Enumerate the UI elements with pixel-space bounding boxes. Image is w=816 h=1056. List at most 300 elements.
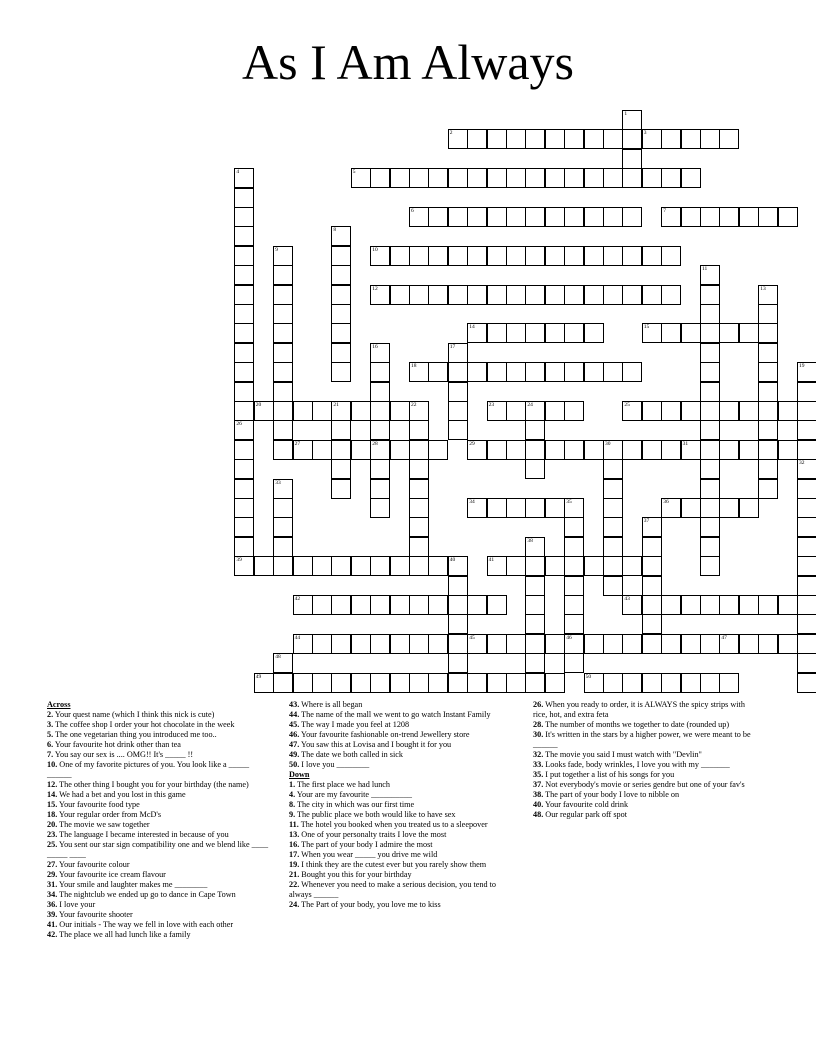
crossword-cell[interactable] <box>564 129 584 149</box>
crossword-cell[interactable] <box>758 285 778 305</box>
crossword-cell[interactable] <box>719 401 739 421</box>
crossword-cell[interactable] <box>681 498 701 518</box>
crossword-cell[interactable] <box>390 440 410 460</box>
crossword-cell[interactable] <box>428 285 448 305</box>
crossword-cell[interactable] <box>758 207 778 227</box>
crossword-cell[interactable] <box>622 634 642 654</box>
crossword-cell[interactable] <box>525 459 545 479</box>
crossword-cell[interactable] <box>681 595 701 615</box>
crossword-cell[interactable] <box>525 498 545 518</box>
crossword-cell[interactable] <box>603 440 623 460</box>
crossword-cell[interactable] <box>564 323 584 343</box>
crossword-cell[interactable] <box>584 556 604 576</box>
crossword-cell[interactable] <box>603 576 623 596</box>
crossword-cell[interactable] <box>234 168 254 188</box>
crossword-cell[interactable] <box>642 401 662 421</box>
crossword-cell[interactable] <box>331 459 351 479</box>
crossword-cell[interactable] <box>642 614 662 634</box>
crossword-cell[interactable] <box>739 323 759 343</box>
crossword-cell[interactable] <box>293 595 313 615</box>
crossword-cell[interactable] <box>234 343 254 363</box>
crossword-cell[interactable] <box>428 246 448 266</box>
crossword-cell[interactable] <box>467 440 487 460</box>
crossword-cell[interactable] <box>564 362 584 382</box>
crossword-cell[interactable] <box>370 459 390 479</box>
crossword-cell[interactable] <box>603 634 623 654</box>
crossword-cell[interactable] <box>234 226 254 246</box>
crossword-cell[interactable] <box>642 576 662 596</box>
crossword-cell[interactable] <box>700 420 720 440</box>
crossword-cell[interactable] <box>603 459 623 479</box>
crossword-cell[interactable] <box>234 304 254 324</box>
crossword-cell[interactable] <box>370 634 390 654</box>
crossword-cell[interactable] <box>681 440 701 460</box>
crossword-cell[interactable] <box>545 246 565 266</box>
crossword-cell[interactable] <box>448 634 468 654</box>
crossword-cell[interactable] <box>331 226 351 246</box>
crossword-cell[interactable] <box>719 129 739 149</box>
crossword-cell[interactable] <box>254 556 274 576</box>
crossword-cell[interactable] <box>409 459 429 479</box>
crossword-cell[interactable] <box>487 556 507 576</box>
crossword-cell[interactable] <box>642 285 662 305</box>
crossword-cell[interactable] <box>700 304 720 324</box>
crossword-cell[interactable] <box>409 517 429 537</box>
crossword-cell[interactable] <box>234 537 254 557</box>
crossword-cell[interactable] <box>448 614 468 634</box>
crossword-cell[interactable] <box>778 401 798 421</box>
crossword-cell[interactable] <box>409 556 429 576</box>
crossword-cell[interactable] <box>603 517 623 537</box>
crossword-cell[interactable] <box>234 207 254 227</box>
crossword-cell[interactable] <box>719 595 739 615</box>
crossword-cell[interactable] <box>390 595 410 615</box>
crossword-cell[interactable] <box>545 401 565 421</box>
crossword-cell[interactable] <box>370 673 390 693</box>
crossword-cell[interactable] <box>331 304 351 324</box>
crossword-cell[interactable] <box>739 634 759 654</box>
crossword-cell[interactable] <box>351 168 371 188</box>
crossword-cell[interactable] <box>506 634 526 654</box>
crossword-cell[interactable] <box>758 401 778 421</box>
crossword-cell[interactable] <box>370 168 390 188</box>
crossword-cell[interactable] <box>370 343 390 363</box>
crossword-cell[interactable] <box>661 323 681 343</box>
crossword-cell[interactable] <box>642 129 662 149</box>
crossword-cell[interactable] <box>525 634 545 654</box>
crossword-cell[interactable] <box>797 556 816 576</box>
crossword-cell[interactable] <box>448 420 468 440</box>
crossword-cell[interactable] <box>525 440 545 460</box>
crossword-cell[interactable] <box>719 440 739 460</box>
crossword-cell[interactable] <box>487 207 507 227</box>
crossword-cell[interactable] <box>700 459 720 479</box>
crossword-cell[interactable] <box>525 595 545 615</box>
crossword-cell[interactable] <box>409 634 429 654</box>
crossword-cell[interactable] <box>758 382 778 402</box>
crossword-cell[interactable] <box>448 246 468 266</box>
crossword-cell[interactable] <box>234 440 254 460</box>
crossword-cell[interactable] <box>331 420 351 440</box>
crossword-cell[interactable] <box>293 401 313 421</box>
crossword-cell[interactable] <box>564 168 584 188</box>
crossword-cell[interactable] <box>758 304 778 324</box>
crossword-cell[interactable] <box>622 285 642 305</box>
crossword-cell[interactable] <box>778 207 798 227</box>
crossword-cell[interactable] <box>409 401 429 421</box>
crossword-cell[interactable] <box>331 595 351 615</box>
crossword-cell[interactable] <box>506 401 526 421</box>
crossword-cell[interactable] <box>719 323 739 343</box>
crossword-cell[interactable] <box>487 673 507 693</box>
crossword-cell[interactable] <box>700 129 720 149</box>
crossword-cell[interactable] <box>409 285 429 305</box>
crossword-cell[interactable] <box>603 362 623 382</box>
crossword-cell[interactable] <box>797 576 816 596</box>
crossword-cell[interactable] <box>603 498 623 518</box>
crossword-cell[interactable] <box>525 362 545 382</box>
crossword-cell[interactable] <box>234 285 254 305</box>
crossword-cell[interactable] <box>603 556 623 576</box>
crossword-cell[interactable] <box>545 362 565 382</box>
crossword-cell[interactable] <box>603 285 623 305</box>
crossword-cell[interactable] <box>409 168 429 188</box>
crossword-cell[interactable] <box>758 343 778 363</box>
crossword-cell[interactable] <box>642 323 662 343</box>
crossword-cell[interactable] <box>525 614 545 634</box>
crossword-cell[interactable] <box>467 285 487 305</box>
crossword-cell[interactable] <box>525 537 545 557</box>
crossword-cell[interactable] <box>661 440 681 460</box>
crossword-cell[interactable] <box>564 595 584 615</box>
crossword-cell[interactable] <box>545 498 565 518</box>
crossword-cell[interactable] <box>254 401 274 421</box>
crossword-cell[interactable] <box>331 401 351 421</box>
crossword-cell[interactable] <box>234 556 254 576</box>
crossword-cell[interactable] <box>409 207 429 227</box>
crossword-cell[interactable] <box>273 304 293 324</box>
crossword-cell[interactable] <box>797 479 816 499</box>
crossword-cell[interactable] <box>448 595 468 615</box>
crossword-cell[interactable] <box>234 517 254 537</box>
crossword-cell[interactable] <box>467 207 487 227</box>
crossword-cell[interactable] <box>487 168 507 188</box>
crossword-cell[interactable] <box>545 285 565 305</box>
crossword-cell[interactable] <box>642 537 662 557</box>
crossword-cell[interactable] <box>700 401 720 421</box>
crossword-cell[interactable] <box>545 207 565 227</box>
crossword-cell[interactable] <box>487 498 507 518</box>
crossword-cell[interactable] <box>700 323 720 343</box>
crossword-cell[interactable] <box>661 595 681 615</box>
crossword-cell[interactable] <box>331 343 351 363</box>
crossword-cell[interactable] <box>351 440 371 460</box>
crossword-cell[interactable] <box>622 149 642 169</box>
crossword-cell[interactable] <box>370 420 390 440</box>
crossword-cell[interactable] <box>525 129 545 149</box>
crossword-cell[interactable] <box>487 440 507 460</box>
crossword-cell[interactable] <box>234 459 254 479</box>
crossword-cell[interactable] <box>545 634 565 654</box>
crossword-cell[interactable] <box>739 440 759 460</box>
crossword-cell[interactable] <box>564 207 584 227</box>
crossword-cell[interactable] <box>506 246 526 266</box>
crossword-cell[interactable] <box>642 168 662 188</box>
crossword-cell[interactable] <box>448 168 468 188</box>
crossword-cell[interactable] <box>758 459 778 479</box>
crossword-cell[interactable] <box>428 440 448 460</box>
crossword-cell[interactable] <box>448 207 468 227</box>
crossword-cell[interactable] <box>564 285 584 305</box>
crossword-cell[interactable] <box>642 246 662 266</box>
crossword-cell[interactable] <box>603 168 623 188</box>
crossword-cell[interactable] <box>428 207 448 227</box>
crossword-cell[interactable] <box>603 246 623 266</box>
crossword-cell[interactable] <box>797 420 816 440</box>
crossword-cell[interactable] <box>331 440 351 460</box>
crossword-cell[interactable] <box>797 614 816 634</box>
crossword-cell[interactable] <box>700 285 720 305</box>
crossword-cell[interactable] <box>681 673 701 693</box>
crossword-cell[interactable] <box>409 420 429 440</box>
crossword-cell[interactable] <box>390 246 410 266</box>
crossword-cell[interactable] <box>525 401 545 421</box>
crossword-cell[interactable] <box>331 265 351 285</box>
crossword-cell[interactable] <box>564 614 584 634</box>
crossword-cell[interactable] <box>331 479 351 499</box>
crossword-cell[interactable] <box>700 440 720 460</box>
crossword-cell[interactable] <box>758 479 778 499</box>
crossword-cell[interactable] <box>681 168 701 188</box>
crossword-cell[interactable] <box>312 440 332 460</box>
crossword-cell[interactable] <box>273 673 293 693</box>
crossword-cell[interactable] <box>797 401 816 421</box>
crossword-cell[interactable] <box>273 343 293 363</box>
crossword-cell[interactable] <box>525 673 545 693</box>
crossword-cell[interactable] <box>448 576 468 596</box>
crossword-cell[interactable] <box>234 401 254 421</box>
crossword-cell[interactable] <box>700 498 720 518</box>
crossword-cell[interactable] <box>661 285 681 305</box>
crossword-cell[interactable] <box>351 556 371 576</box>
crossword-cell[interactable] <box>797 440 816 460</box>
crossword-cell[interactable] <box>525 246 545 266</box>
crossword-cell[interactable] <box>622 595 642 615</box>
crossword-cell[interactable] <box>797 634 816 654</box>
crossword-cell[interactable] <box>584 673 604 693</box>
crossword-cell[interactable] <box>661 168 681 188</box>
crossword-cell[interactable] <box>797 537 816 557</box>
crossword-cell[interactable] <box>545 440 565 460</box>
crossword-cell[interactable] <box>758 440 778 460</box>
crossword-cell[interactable] <box>234 188 254 208</box>
crossword-cell[interactable] <box>351 595 371 615</box>
crossword-cell[interactable] <box>525 323 545 343</box>
crossword-cell[interactable] <box>370 440 390 460</box>
crossword-cell[interactable] <box>681 401 701 421</box>
crossword-cell[interactable] <box>428 634 448 654</box>
crossword-cell[interactable] <box>390 556 410 576</box>
crossword-cell[interactable] <box>234 265 254 285</box>
crossword-cell[interactable] <box>467 634 487 654</box>
crossword-cell[interactable] <box>370 498 390 518</box>
crossword-cell[interactable] <box>622 110 642 130</box>
crossword-cell[interactable] <box>487 362 507 382</box>
crossword-cell[interactable] <box>506 285 526 305</box>
crossword-cell[interactable] <box>603 673 623 693</box>
crossword-cell[interactable] <box>273 382 293 402</box>
crossword-cell[interactable] <box>719 634 739 654</box>
crossword-cell[interactable] <box>584 440 604 460</box>
crossword-cell[interactable] <box>409 362 429 382</box>
crossword-cell[interactable] <box>448 556 468 576</box>
crossword-cell[interactable] <box>390 168 410 188</box>
crossword-cell[interactable] <box>331 634 351 654</box>
crossword-cell[interactable] <box>564 556 584 576</box>
crossword-cell[interactable] <box>506 168 526 188</box>
crossword-cell[interactable] <box>584 634 604 654</box>
crossword-cell[interactable] <box>778 595 798 615</box>
crossword-cell[interactable] <box>681 323 701 343</box>
crossword-cell[interactable] <box>273 420 293 440</box>
crossword-cell[interactable] <box>700 265 720 285</box>
crossword-cell[interactable] <box>487 323 507 343</box>
crossword-cell[interactable] <box>622 246 642 266</box>
crossword-cell[interactable] <box>331 323 351 343</box>
crossword-cell[interactable] <box>739 595 759 615</box>
crossword-cell[interactable] <box>642 595 662 615</box>
crossword-cell[interactable] <box>293 556 313 576</box>
crossword-cell[interactable] <box>525 576 545 596</box>
crossword-cell[interactable] <box>642 556 662 576</box>
crossword-cell[interactable] <box>331 556 351 576</box>
crossword-cell[interactable] <box>506 129 526 149</box>
crossword-cell[interactable] <box>273 517 293 537</box>
crossword-cell[interactable] <box>622 168 642 188</box>
crossword-cell[interactable] <box>603 537 623 557</box>
crossword-cell[interactable] <box>487 401 507 421</box>
crossword-cell[interactable] <box>661 246 681 266</box>
crossword-cell[interactable] <box>642 673 662 693</box>
crossword-cell[interactable] <box>661 207 681 227</box>
crossword-cell[interactable] <box>370 285 390 305</box>
crossword-cell[interactable] <box>564 246 584 266</box>
crossword-cell[interactable] <box>584 323 604 343</box>
crossword-cell[interactable] <box>700 673 720 693</box>
crossword-cell[interactable] <box>739 498 759 518</box>
crossword-cell[interactable] <box>797 595 816 615</box>
crossword-cell[interactable] <box>622 129 642 149</box>
crossword-cell[interactable] <box>622 673 642 693</box>
crossword-cell[interactable] <box>661 401 681 421</box>
crossword-cell[interactable] <box>234 420 254 440</box>
crossword-cell[interactable] <box>603 479 623 499</box>
crossword-cell[interactable] <box>661 634 681 654</box>
crossword-cell[interactable] <box>797 459 816 479</box>
crossword-cell[interactable] <box>642 634 662 654</box>
crossword-cell[interactable] <box>409 498 429 518</box>
crossword-cell[interactable] <box>293 634 313 654</box>
crossword-cell[interactable] <box>273 440 293 460</box>
crossword-cell[interactable] <box>642 440 662 460</box>
crossword-cell[interactable] <box>467 168 487 188</box>
crossword-cell[interactable] <box>448 401 468 421</box>
crossword-cell[interactable] <box>681 129 701 149</box>
crossword-cell[interactable] <box>681 634 701 654</box>
crossword-cell[interactable] <box>293 673 313 693</box>
crossword-cell[interactable] <box>370 246 390 266</box>
crossword-cell[interactable] <box>758 634 778 654</box>
crossword-cell[interactable] <box>564 537 584 557</box>
crossword-cell[interactable] <box>273 285 293 305</box>
crossword-cell[interactable] <box>622 440 642 460</box>
crossword-cell[interactable] <box>448 362 468 382</box>
crossword-cell[interactable] <box>273 323 293 343</box>
crossword-cell[interactable] <box>525 285 545 305</box>
crossword-cell[interactable] <box>797 498 816 518</box>
crossword-cell[interactable] <box>273 265 293 285</box>
crossword-cell[interactable] <box>428 362 448 382</box>
crossword-cell[interactable] <box>390 673 410 693</box>
crossword-cell[interactable] <box>719 673 739 693</box>
crossword-cell[interactable] <box>700 207 720 227</box>
crossword-cell[interactable] <box>448 653 468 673</box>
crossword-cell[interactable] <box>273 246 293 266</box>
crossword-cell[interactable] <box>409 440 429 460</box>
crossword-cell[interactable] <box>622 401 642 421</box>
crossword-cell[interactable] <box>525 556 545 576</box>
crossword-cell[interactable] <box>797 517 816 537</box>
crossword-cell[interactable] <box>622 362 642 382</box>
crossword-cell[interactable] <box>331 673 351 693</box>
crossword-cell[interactable] <box>700 479 720 499</box>
crossword-cell[interactable] <box>661 498 681 518</box>
crossword-cell[interactable] <box>370 595 390 615</box>
crossword-cell[interactable] <box>273 479 293 499</box>
crossword-cell[interactable] <box>409 479 429 499</box>
crossword-cell[interactable] <box>758 420 778 440</box>
crossword-cell[interactable] <box>700 382 720 402</box>
crossword-cell[interactable] <box>351 634 371 654</box>
crossword-cell[interactable] <box>428 556 448 576</box>
crossword-cell[interactable] <box>273 653 293 673</box>
crossword-cell[interactable] <box>293 440 313 460</box>
crossword-cell[interactable] <box>603 207 623 227</box>
crossword-cell[interactable] <box>681 207 701 227</box>
crossword-cell[interactable] <box>661 673 681 693</box>
crossword-cell[interactable] <box>525 420 545 440</box>
crossword-cell[interactable] <box>273 537 293 557</box>
crossword-cell[interactable] <box>467 595 487 615</box>
crossword-cell[interactable] <box>525 168 545 188</box>
crossword-cell[interactable] <box>797 382 816 402</box>
crossword-cell[interactable] <box>409 595 429 615</box>
crossword-cell[interactable] <box>506 556 526 576</box>
crossword-cell[interactable] <box>564 401 584 421</box>
crossword-cell[interactable] <box>428 673 448 693</box>
crossword-cell[interactable] <box>564 653 584 673</box>
crossword-cell[interactable] <box>564 498 584 518</box>
crossword-cell[interactable] <box>700 343 720 363</box>
crossword-cell[interactable] <box>545 168 565 188</box>
crossword-cell[interactable] <box>312 673 332 693</box>
crossword-cell[interactable] <box>487 246 507 266</box>
crossword-cell[interactable] <box>487 129 507 149</box>
crossword-cell[interactable] <box>758 595 778 615</box>
crossword-cell[interactable] <box>234 246 254 266</box>
crossword-cell[interactable] <box>312 401 332 421</box>
crossword-cell[interactable] <box>370 556 390 576</box>
